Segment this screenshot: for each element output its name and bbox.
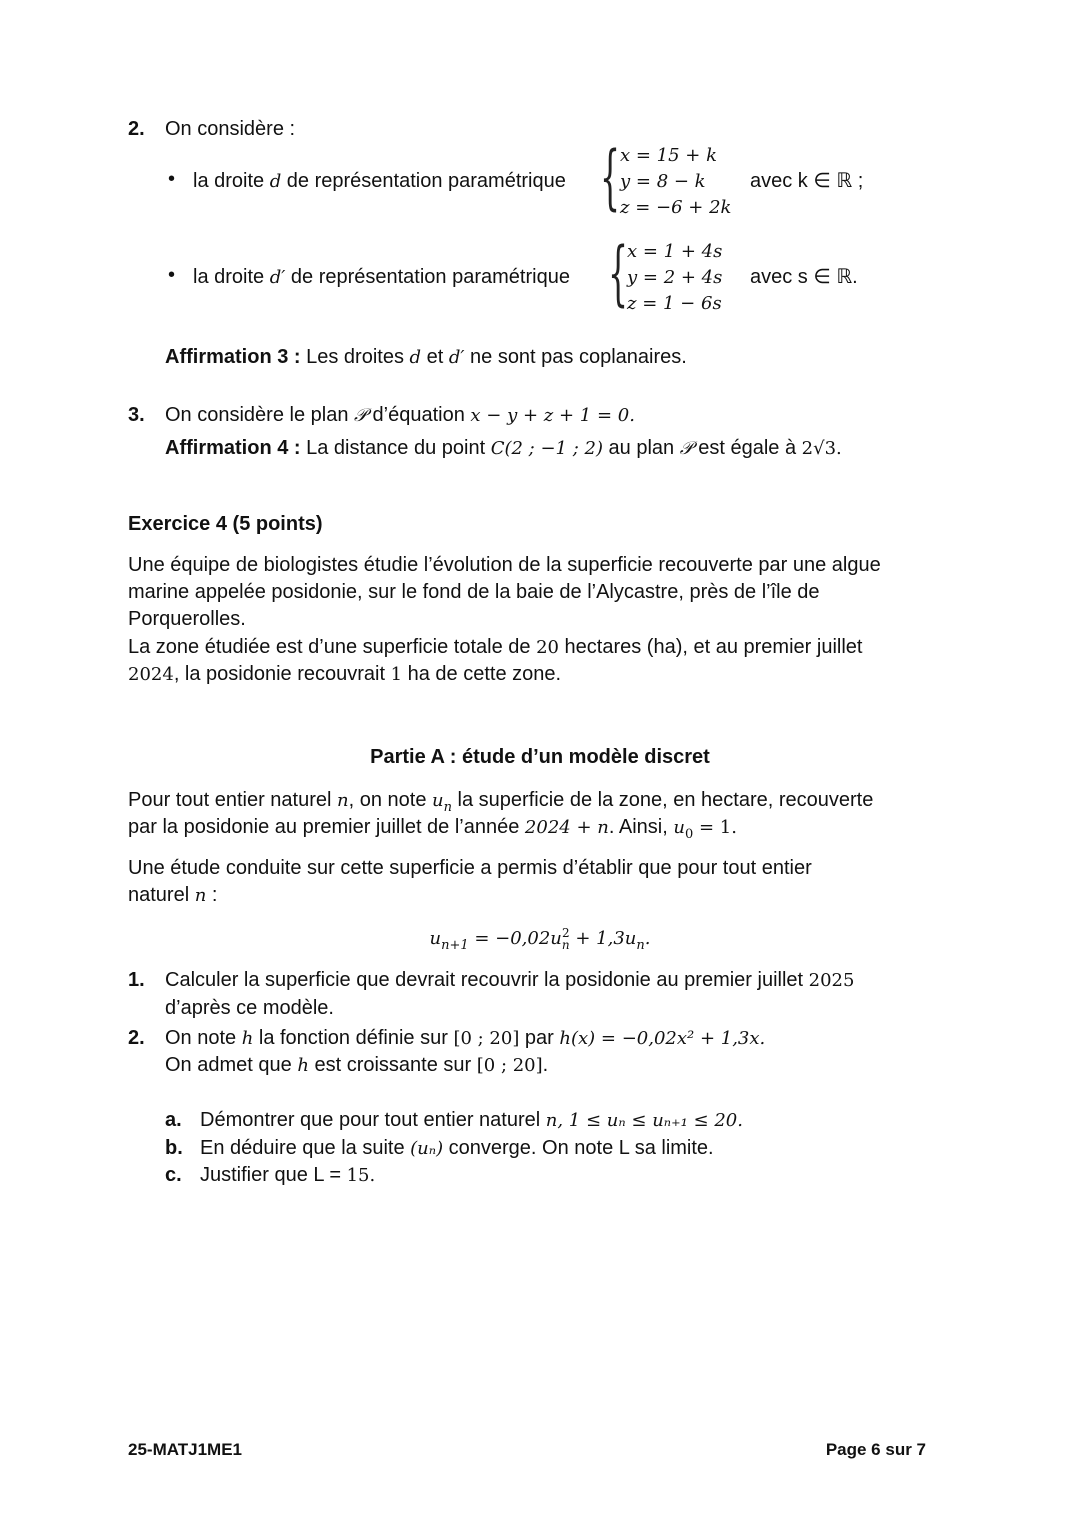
brace-icon: {	[600, 136, 621, 218]
part-a-p1-line2: par la posidonie au premier juillet de l’année 2024 + n. Ainsi, $u_0 = 1$.	[128, 816, 737, 842]
system-dp-eq1: x = 1 + 4s	[627, 241, 723, 262]
system-dp-eq3: z = 1 − 6s	[627, 293, 722, 314]
sub-c-label: c.	[165, 1164, 182, 1186]
ex4-p1-line2: marine appelée posidonie, sur le fond de la baie de l’Alycastre, près de l’île de	[128, 581, 820, 603]
part-a-p2-line2: naturel n :	[128, 884, 218, 906]
part-a-q2-line1: On note h la fonction définie sur [0 ; 20] par h(x) = −0,02x² + 1,3x.	[165, 1027, 766, 1049]
system-d-eq1: x = 15 + k	[620, 145, 718, 166]
part-a-q2-line2: On admet que h est croissante sur [0 ; 20].	[165, 1054, 549, 1076]
q3-statement: On considère le plan 𝒫 d’équation x − y + z + 1 = 0.	[165, 404, 635, 426]
sub-b-text: En déduire que la suite (uₙ) converge. On note L sa limite.	[200, 1137, 714, 1159]
part-a-q1-line1: Calculer la superficie que devrait recouvrir la posidonie au premier juillet 2025	[165, 969, 855, 991]
sub-a-label: a.	[165, 1109, 182, 1131]
system-d	[620, 143, 750, 223]
system-dp	[627, 239, 747, 319]
recurrence-formula: $u_{n+1} = -0,02u$ 2 n + $1,3u_n$.	[429, 925, 651, 953]
q2-intro: On considère :	[165, 118, 296, 140]
q3-number: 3.	[128, 404, 145, 426]
part-a-p1-line1: Pour tout entier naturel n, on note $u_n$ la superficie de la zone, en hectare, recouverte	[128, 789, 874, 815]
part-a-title: Partie A : étude d’un modèle discret	[370, 746, 710, 768]
line-dp-label: la droite d′ de représentation paramétrique	[193, 266, 570, 288]
part-a-p2-line1: Une étude conduite sur cette superficie a permis d’établir que pour tout entier	[128, 857, 812, 879]
system-dp-eq2: y = 2 + 4s	[627, 267, 723, 288]
line-dp-condition: avec s ∈ ℝ.	[750, 266, 858, 288]
affirmation-4: Affirmation 4 : La distance du point C(2 ; −1 ; 2) au plan 𝒫 est égale à 2√3.	[165, 437, 842, 459]
footer-code: 25-MATJ1ME1	[128, 1440, 242, 1459]
bullet-icon: •	[168, 168, 176, 190]
sub-c-text: Justifier que L = 15.	[200, 1164, 376, 1186]
affirmation-3: Affirmation 3 : Les droites d et d′ ne sont pas coplanaires.	[165, 346, 687, 368]
sub-a-text: Démontrer que pour tout entier naturel n, 1 ≤ uₙ ≤ uₙ₊₁ ≤ 20.	[200, 1109, 743, 1131]
line-d-label: la droite d de représentation paramétrique	[193, 170, 566, 192]
sub-b-label: b.	[165, 1137, 183, 1159]
bullet-icon: •	[168, 264, 176, 286]
part-a-q1-number: 1.	[128, 969, 145, 991]
exercise-4-title: Exercice 4 (5 points)	[128, 513, 323, 535]
footer-page-number: Page 6 sur 7	[825, 1440, 926, 1459]
brace-icon: {	[608, 232, 629, 314]
ex4-p2-line1: La zone étudiée est d’une superficie totale de 20 hectares (ha), et au premier juillet	[128, 636, 863, 658]
part-a-q1-line2: d’après ce modèle.	[165, 997, 334, 1019]
part-a-q2-number: 2.	[128, 1027, 145, 1049]
ex4-p1-line3: Porquerolles.	[128, 608, 246, 630]
line-d-condition: avec k ∈ ℝ ;	[750, 170, 864, 192]
ex4-p2-line2: 2024, la posidonie recouvrait 1 ha de cette zone.	[128, 663, 562, 685]
system-d-eq3: z = −6 + 2k	[620, 197, 732, 218]
ex4-p1-line1: Une équipe de biologistes étudie l’évolution de la superficie recouverte par une algue	[128, 554, 881, 576]
q2-number: 2.	[128, 118, 145, 140]
system-d-eq2: y = 8 − k	[620, 171, 706, 192]
